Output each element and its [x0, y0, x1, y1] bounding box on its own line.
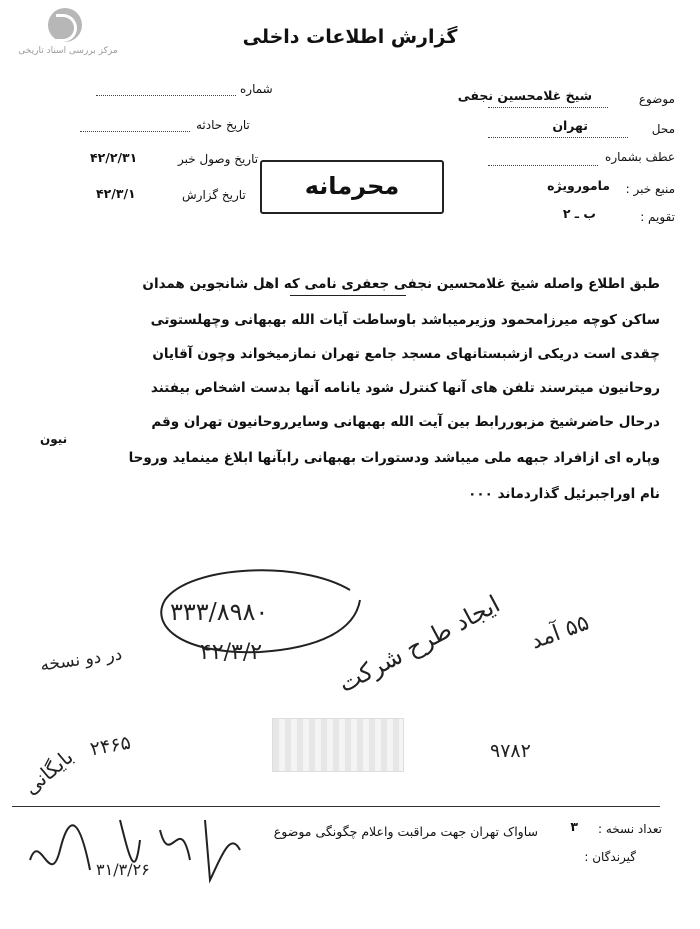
number-dotted-line — [96, 94, 236, 96]
handwritten-left-scrawl: بایگانی — [18, 744, 78, 800]
body-line-2: ساکن کوچه میرزامحمود وزیرمیباشد باوساطت آیات الله بهبهانی وچهلستوتی — [150, 312, 660, 328]
receipt-date-value: ۴۲/۲/۳۱ — [90, 150, 138, 165]
circled-number: ۳۳۳/۸۹۸۰ — [170, 598, 269, 626]
reference-dotted-line — [488, 164, 598, 166]
rating-label: تقویم : — [640, 210, 675, 224]
report-date-label: تاریخ گزارش — [182, 188, 246, 202]
copies-value: ۳ — [570, 819, 578, 834]
body-line-6: وپاره ای ازافراد جبهه ملی میباشد ودستورات بهبهانی رابآنها ابلاغ مینماید وروحا — [128, 450, 660, 466]
recipients-label: گیرندگان : — [584, 850, 636, 864]
handwritten-bottom-note: ۳۱/۳/۲۶ — [96, 860, 150, 879]
body-line-5: درحال حاضرشیخ مزبوررابط بین آیت الله بهبهانی وسایرروحانیون تهران وقم — [151, 414, 660, 430]
body-line-7: نام اوراجبرئیل گذاردماند ۰۰۰ — [468, 486, 660, 502]
signature-scribble — [20, 800, 260, 900]
erased-stamp — [272, 718, 404, 772]
event-date-dotted-line — [80, 130, 190, 132]
handwritten-right-note: ۵۵ آمد — [527, 610, 593, 655]
handwritten-date: ۴۲/۳/۲ — [200, 640, 263, 665]
place-dotted-line — [488, 136, 628, 138]
source-label: منبع خبر : — [625, 182, 675, 196]
body-line-1: طبق اطلاع واصله شیخ غلامحسین نجفی جعفری نامی که اهل شانجوین همدان — [142, 276, 660, 292]
subject-dotted-line — [488, 106, 608, 108]
place-value: تهران — [552, 118, 588, 133]
handwritten-number-right: ۹۷۸۲ — [490, 740, 531, 762]
name-underline — [290, 295, 406, 296]
body-line-3: چقدی است دریکی ازشبستانهای مسجد جامع تهران نمازمیخواند وچون آقایان — [152, 346, 660, 362]
confidential-stamp: محرمانه — [260, 160, 444, 214]
copies-label: تعداد نسخه : — [597, 822, 662, 836]
handwritten-number-mid: ۲۴۶۵ — [88, 731, 133, 761]
reference-label: عطف بشماره — [605, 150, 675, 164]
body-line-5-overflow: نیون — [40, 432, 68, 446]
number-label: شماره — [240, 82, 273, 96]
source-value: مامورویژه — [547, 178, 610, 193]
page-title: گزارش اطلاعات داخلی — [242, 26, 458, 48]
subject-value: شیخ غلامحسین نجفی — [457, 88, 592, 103]
receipt-date-label: تاریخ وصول خبر — [178, 152, 259, 166]
body-line-4: روحانیون میترسند تلفن های آنها کنترل شود یانامه آنها بدست اشخاص بیفتند — [150, 380, 660, 396]
event-date-label: تاریخ حادثه — [196, 118, 250, 132]
rating-value: ب ـ ۲ — [562, 206, 596, 221]
footer-separator — [12, 806, 660, 807]
handwritten-center-note: ایجاد طرح شرکت — [333, 589, 505, 699]
copy-recipient-1: ساواک تهران جهت مراقبت واعلام چگونگی موضوع — [273, 824, 538, 839]
report-date-value: ۴۲/۳/۱ — [96, 186, 136, 201]
logo-text: مرکز بررسی اسناد تاریخی — [18, 46, 118, 56]
subject-label: موضوع — [638, 92, 675, 106]
handwritten-side-note: در دو نسخه — [39, 644, 124, 676]
place-label: محل — [651, 122, 675, 136]
